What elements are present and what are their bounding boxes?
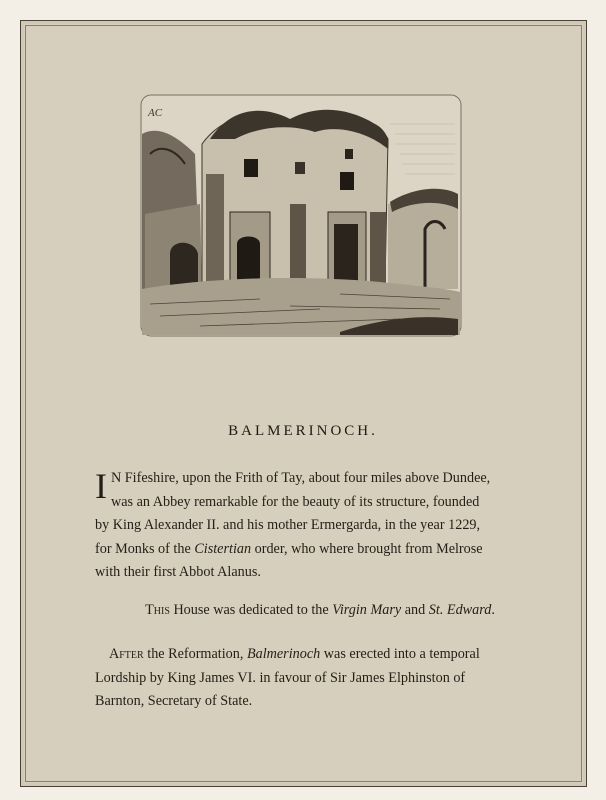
italic-term: Virgin Mary — [332, 602, 402, 618]
paragraph-line: by King Alexander II. and his mother Ermergarda, in the year 1229, — [95, 517, 481, 533]
paragraph-line: with their first Abbot Alanus. — [95, 564, 261, 580]
text-run: House was dedicated to the — [169, 602, 333, 618]
plate-mark: AC — [148, 107, 163, 119]
italic-term: St. Edward — [428, 602, 492, 618]
page-title: BALMERINOCH. — [228, 423, 378, 439]
paragraph-line: was an Abbey remarkable for the beauty of its structure, founded — [111, 493, 480, 510]
paragraph-line: Barnton, Secretary of State. — [95, 693, 253, 709]
paragraph-line: Lordship by King James VI. in favour of Sir James Elphinston of — [95, 669, 466, 686]
paragraph-history — [95, 467, 545, 585]
text-run: order, who where brought from Melrose — [251, 540, 483, 557]
engraving-illustration — [140, 94, 462, 337]
italic-term: Cistertian — [194, 540, 252, 557]
lead-word: After — [109, 646, 144, 662]
paragraph-reformation — [95, 643, 545, 714]
text-run: for Monks of the — [95, 540, 195, 557]
drop-cap: I — [95, 466, 107, 506]
italic-term: Balmerinoch — [246, 646, 321, 662]
text-run: and — [401, 602, 429, 618]
lead-word: This — [145, 602, 170, 618]
text-run: was erected into a temporal — [320, 646, 480, 662]
paragraph-line — [95, 643, 545, 667]
text-run: . — [491, 602, 495, 618]
paragraph-line: N Fifeshire, upon the Frith of Tay, about four miles above Dundee, — [111, 470, 491, 486]
text-run: the Reformation, — [143, 646, 247, 662]
paragraph-dedication — [95, 599, 545, 623]
paragraph-line — [95, 538, 545, 562]
